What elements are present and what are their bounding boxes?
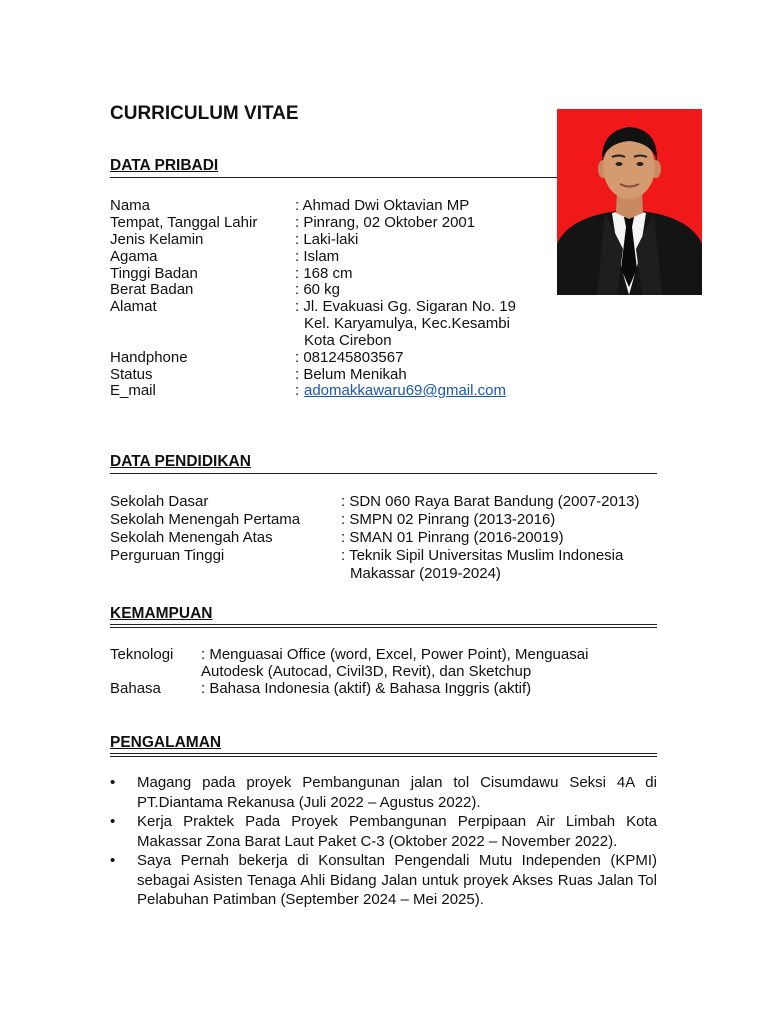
education-row xyxy=(110,547,624,564)
education-label: Sekolah Menengah Atas xyxy=(110,529,273,546)
education-label: Perguruan Tinggi xyxy=(110,547,225,564)
skill-label: Bahasa xyxy=(110,680,161,697)
info-value: : Pinrang, 02 Oktober 2001 xyxy=(295,214,476,231)
section-divider xyxy=(110,624,657,628)
info-value: : 168 cm xyxy=(295,265,353,282)
info-row xyxy=(110,349,404,366)
experience-item xyxy=(110,773,657,812)
experience-text: Kerja Praktek Pada Proyek Pembangunan Perpipaan Air Limbah Kota Makassar Zona Barat Laut Paket C-3 (Oktober 2022 – November 2022). xyxy=(137,813,657,850)
info-row xyxy=(110,265,353,282)
education-value: : SDN 060 Raya Barat Bandung (2007-2013) xyxy=(341,493,640,510)
experience-item xyxy=(110,812,657,851)
address-line: Kel. Karyamulya, Kec.Kesambi xyxy=(304,315,510,332)
email-link[interactable]: adomakkawaru69@gmail.com xyxy=(304,382,506,399)
skill-value-cont: Autodesk (Autocad, Civil3D, Revit), dan Sketchup xyxy=(201,663,532,680)
info-row xyxy=(110,214,476,231)
info-label: Alamat xyxy=(110,298,157,315)
skill-label: Teknologi xyxy=(110,646,174,663)
phone-value: : 081245803567 xyxy=(295,349,404,366)
skill-value: : Bahasa Indonesia (aktif) & Bahasa Inggris (aktif) xyxy=(201,680,532,697)
info-value: : Belum Menikah xyxy=(295,366,407,383)
education-value: : Teknik Sipil Universitas Muslim Indonesia xyxy=(341,547,624,564)
info-row xyxy=(110,248,340,265)
info-label: E_mail xyxy=(110,382,156,399)
info-row xyxy=(110,366,407,383)
section-heading-pendidikan: DATA PENDIDIKAN xyxy=(110,453,251,470)
education-label: Sekolah Menengah Pertama xyxy=(110,511,301,528)
education-value: : SMPN 02 Pinrang (2013-2016) xyxy=(341,511,556,528)
section-divider xyxy=(110,473,657,474)
education-label: Sekolah Dasar xyxy=(110,493,209,510)
section-divider xyxy=(110,753,657,757)
education-value-cont: Makassar (2019-2024) xyxy=(350,565,501,582)
bullet-icon: • xyxy=(110,774,116,791)
skill-row xyxy=(110,646,589,663)
info-label: Handphone xyxy=(110,349,188,366)
info-label: Berat Badan xyxy=(110,281,194,298)
info-label: Tempat, Tanggal Lahir xyxy=(110,214,258,231)
section-divider xyxy=(110,177,557,178)
person-portrait-icon xyxy=(557,109,702,295)
info-label: Status xyxy=(110,366,153,383)
info-value: : Islam xyxy=(295,248,340,265)
section-heading-pribadi: DATA PRIBADI xyxy=(110,157,219,174)
info-label: Tinggi Badan xyxy=(110,265,198,282)
experience-text: Saya Pernah bekerja di Konsultan Pengendali Mutu Independen (KPMI) sebagai Asisten Tenaga Ahli Bidang Jalan untuk proyek Akses Ruas Jalan Tol Pelabuhan Patimban (September 2024 – Mei 2025). xyxy=(137,852,657,908)
skill-value: : Menguasai Office (word, Excel, Power Point), Menguasai xyxy=(201,646,589,663)
info-value: : 60 kg xyxy=(295,281,341,298)
address-line: Kota Cirebon xyxy=(304,332,392,349)
experience-item xyxy=(110,851,657,910)
education-row xyxy=(110,529,564,546)
info-row xyxy=(110,298,516,315)
info-value: : Laki-laki xyxy=(295,231,359,248)
info-label: Agama xyxy=(110,248,158,265)
info-value: : Ahmad Dwi Oktavian MP xyxy=(295,197,470,214)
experience-text: Magang pada proyek Pembangunan jalan tol Cisumdawu Seksi 4A di PT.Diantama Rekanusa (Juli 2022 – Agustus 2022). xyxy=(137,774,657,811)
info-row xyxy=(110,231,359,248)
section-heading-kemampuan: KEMAMPUAN xyxy=(110,605,213,622)
bullet-icon: • xyxy=(110,813,116,830)
profile-photo xyxy=(557,109,702,295)
info-row xyxy=(110,197,470,214)
info-label: Nama xyxy=(110,197,151,214)
email-colon: : xyxy=(295,382,300,399)
education-value: : SMAN 01 Pinrang (2016-20019) xyxy=(341,529,564,546)
section-heading-pengalaman: PENGALAMAN xyxy=(110,734,222,751)
info-value: : Jl. Evakuasi Gg. Sigaran No. 19 xyxy=(295,298,516,315)
info-label: Jenis Kelamin xyxy=(110,231,204,248)
info-row xyxy=(110,281,341,298)
info-row xyxy=(110,382,506,399)
education-row xyxy=(110,511,556,528)
education-row xyxy=(110,493,640,510)
bullet-icon: • xyxy=(110,852,116,869)
page-title: CURRICULUM VITAE xyxy=(110,103,299,124)
skill-row xyxy=(110,680,532,697)
